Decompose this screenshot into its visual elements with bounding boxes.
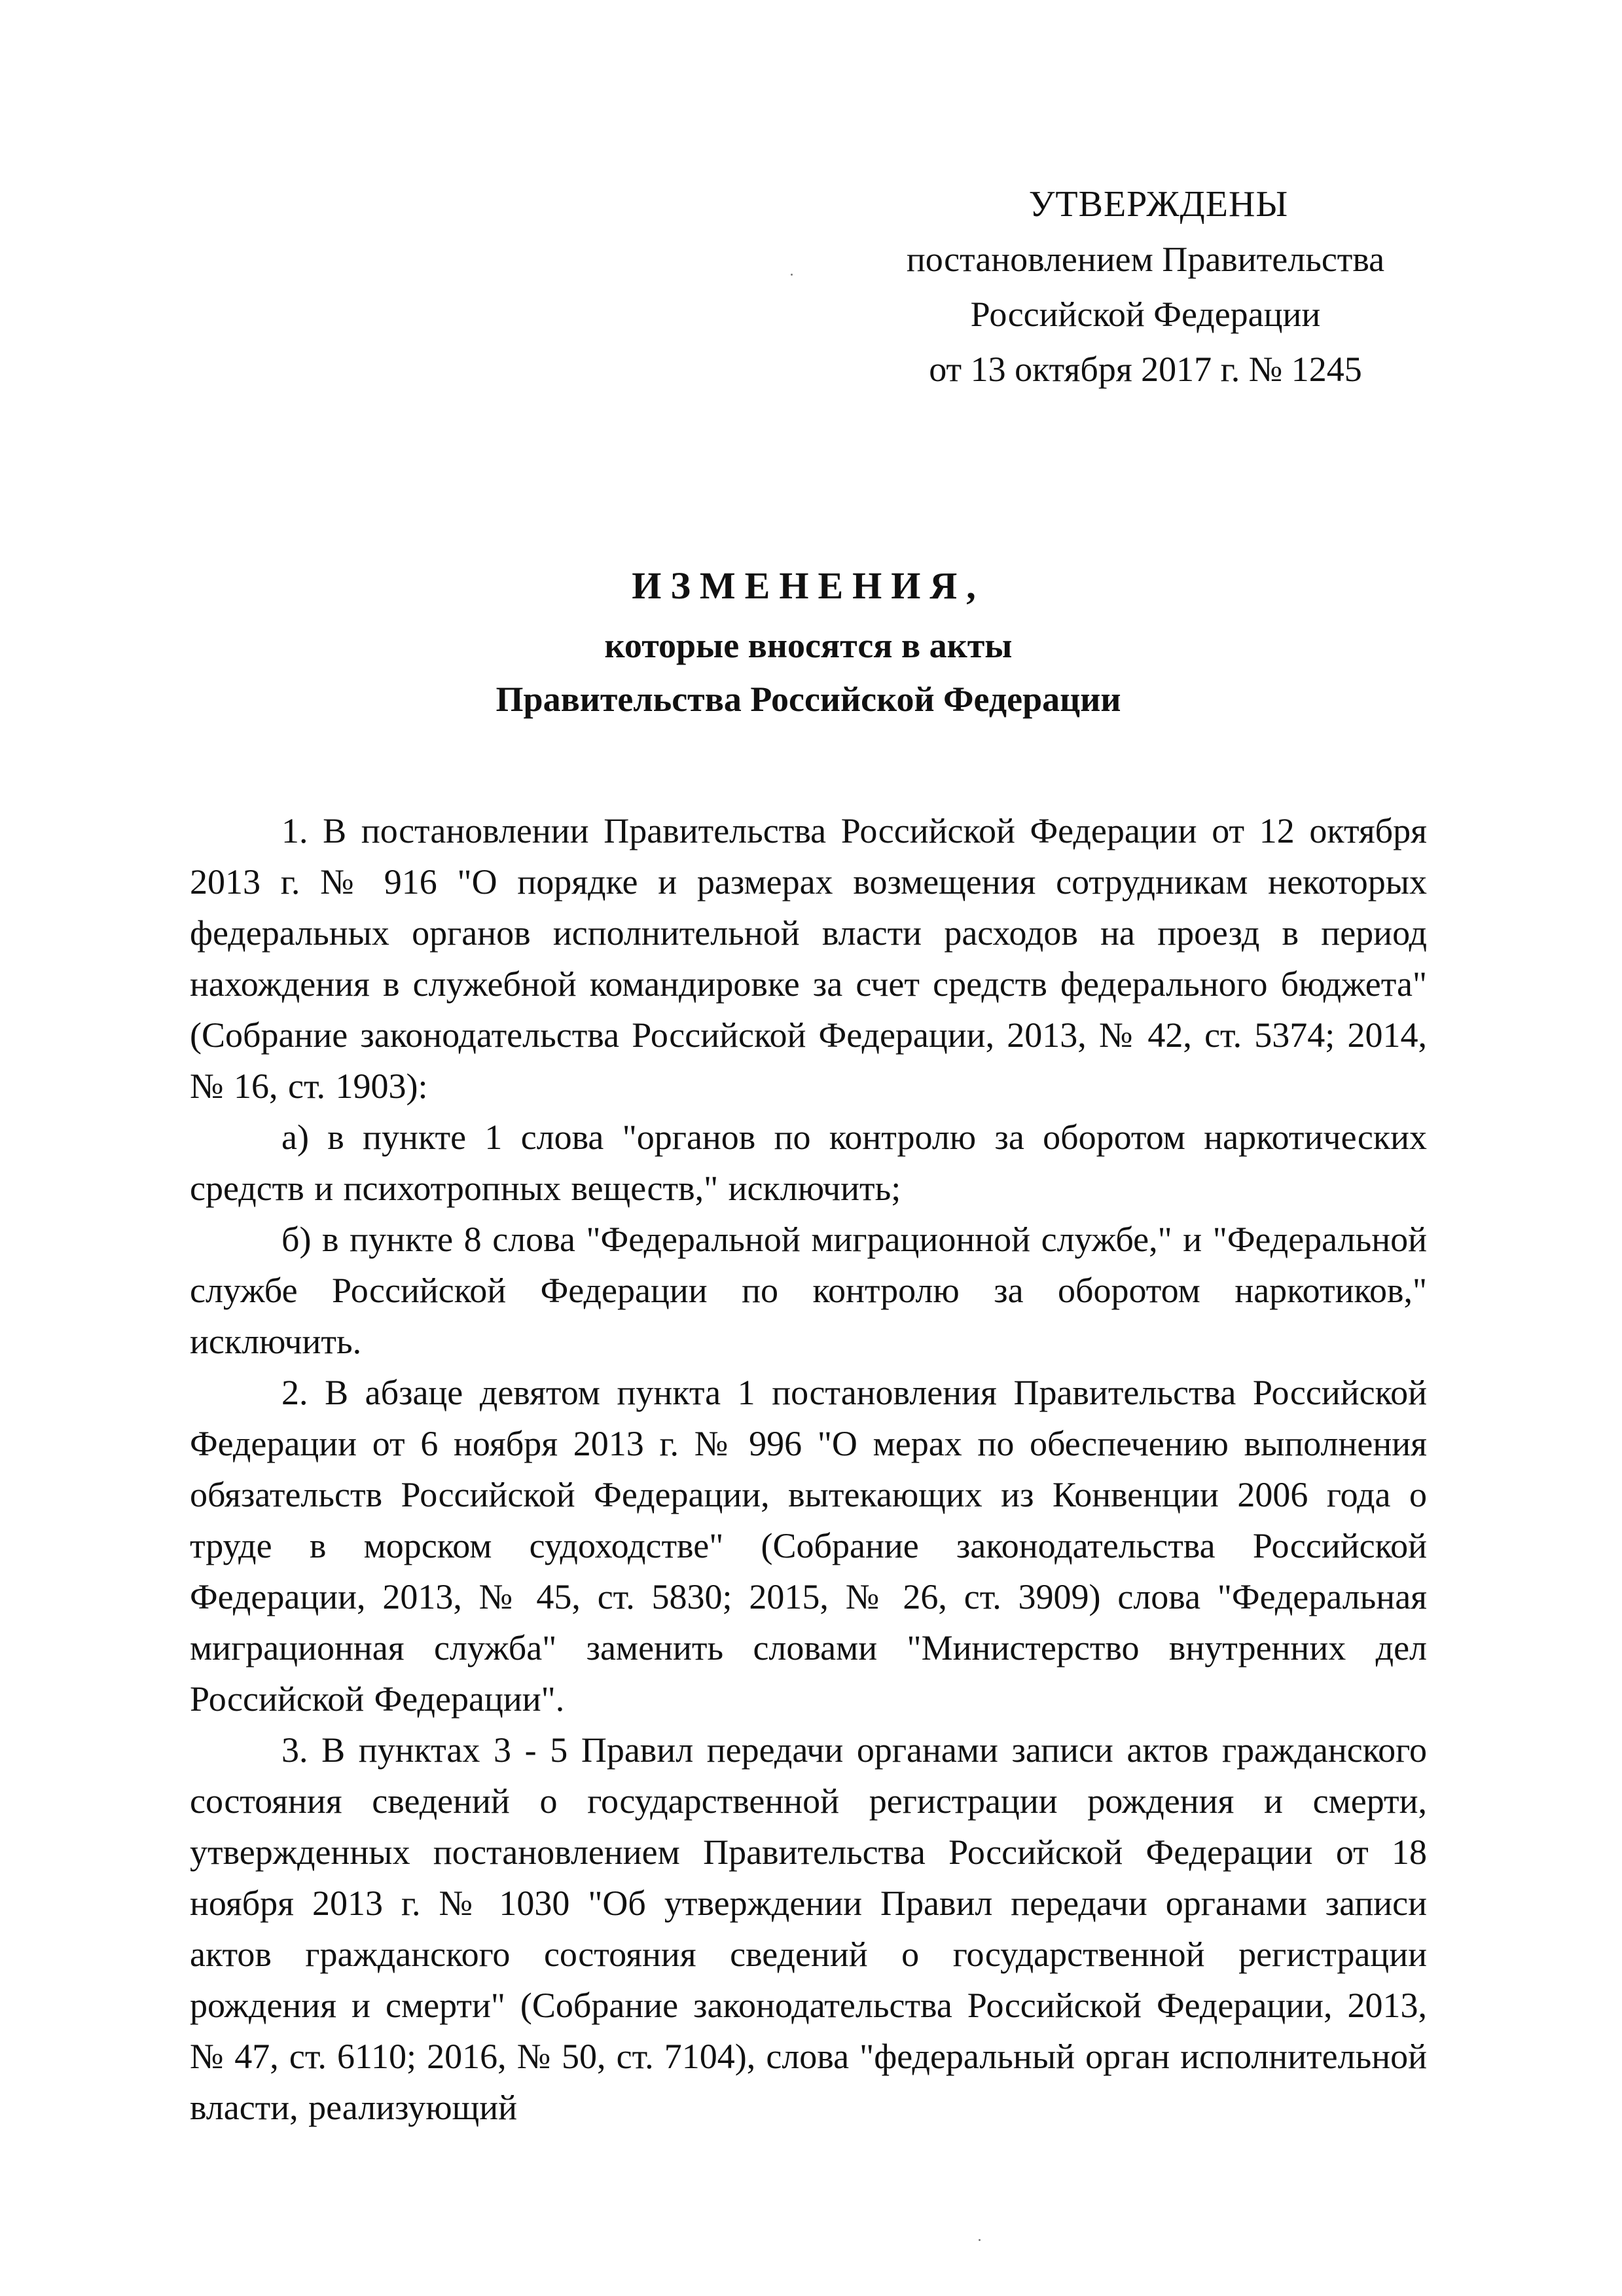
document-subtitle <box>190 619 1427 726</box>
approval-line-2: Российской Федерации <box>970 295 1321 334</box>
paragraph-3: 3. В пунктах 3 - 5 Правил передачи органами записи актов гражданского состояния сведений о государственной регистрации рождения и смерти, утвержденных постановлением Правительства Российской Федерации от 18 ноября 2013 г. № 1030 "Об утверждении Правил передачи органами записи актов гражданского состояния сведений о государственной регистрации рождения и смерти" (Собрание законодательства Российской Федерации, 2013, № 47, ст. 6110; 2016, № 50, ст. 7104), слова "федеральный орган исполнительной власти, реализующий <box>190 1730 1427 2127</box>
paragraph-1a: а) в пункте 1 слова "органов по контролю за оборотом наркотических средств и психотропных веществ," исключить; <box>190 1118 1427 1208</box>
approval-block <box>851 177 1440 397</box>
paragraph-2: 2. В абзаце девятом пункта 1 постановления Правительства Российской Федерации от 6 ноября 2013 г. № 996 "О мерах по обеспечению выполнения обязательств Российской Федерации, вытекающих из Конвенции 2006 года о труде в морском судоходстве" (Собрание законодательства Российской Федерации, 2013, № 45, ст. 5830; 2015, № 26, ст. 3909) слова "Федеральная миграционная служба" заменить словами "Министерство внутренних дел Российской Федерации". <box>190 1373 1427 1719</box>
document-title: ИЗМЕНЕНИЯ, <box>632 564 985 607</box>
paragraph-1b: б) в пункте 8 слова "Федеральной миграционной службе," и "Федеральной службе Российской Федерации по контролю за оборотом наркотиков," исключить. <box>190 1220 1427 1361</box>
subtitle-line-2: Правительства Российской Федерации <box>496 680 1121 719</box>
approval-line-3: от 13 октября 2017 г. № 1245 <box>929 350 1362 389</box>
paragraph-1: 1. В постановлении Правительства Российской Федерации от 12 октября 2013 г. № 916 "О порядке и размерах возмещения сотрудникам некоторых федеральных органов исполнительной власти расходов на проезд в период нахождения в служебной командировке за счет средств федерального бюджета" (Собрание законодательства Российской Федерации, 2013, № 42, ст. 5374; 2014, № 16, ст. 1903): <box>190 811 1427 1106</box>
scan-speck <box>979 2239 981 2241</box>
subtitle-line-1: которые вносятся в акты <box>604 626 1013 665</box>
approval-line-1: постановлением Правительства <box>906 240 1385 279</box>
approval-title: УТВЕРЖДЕНЫ <box>1028 184 1289 225</box>
document-body <box>190 805 1427 2133</box>
scan-speck <box>791 274 793 276</box>
